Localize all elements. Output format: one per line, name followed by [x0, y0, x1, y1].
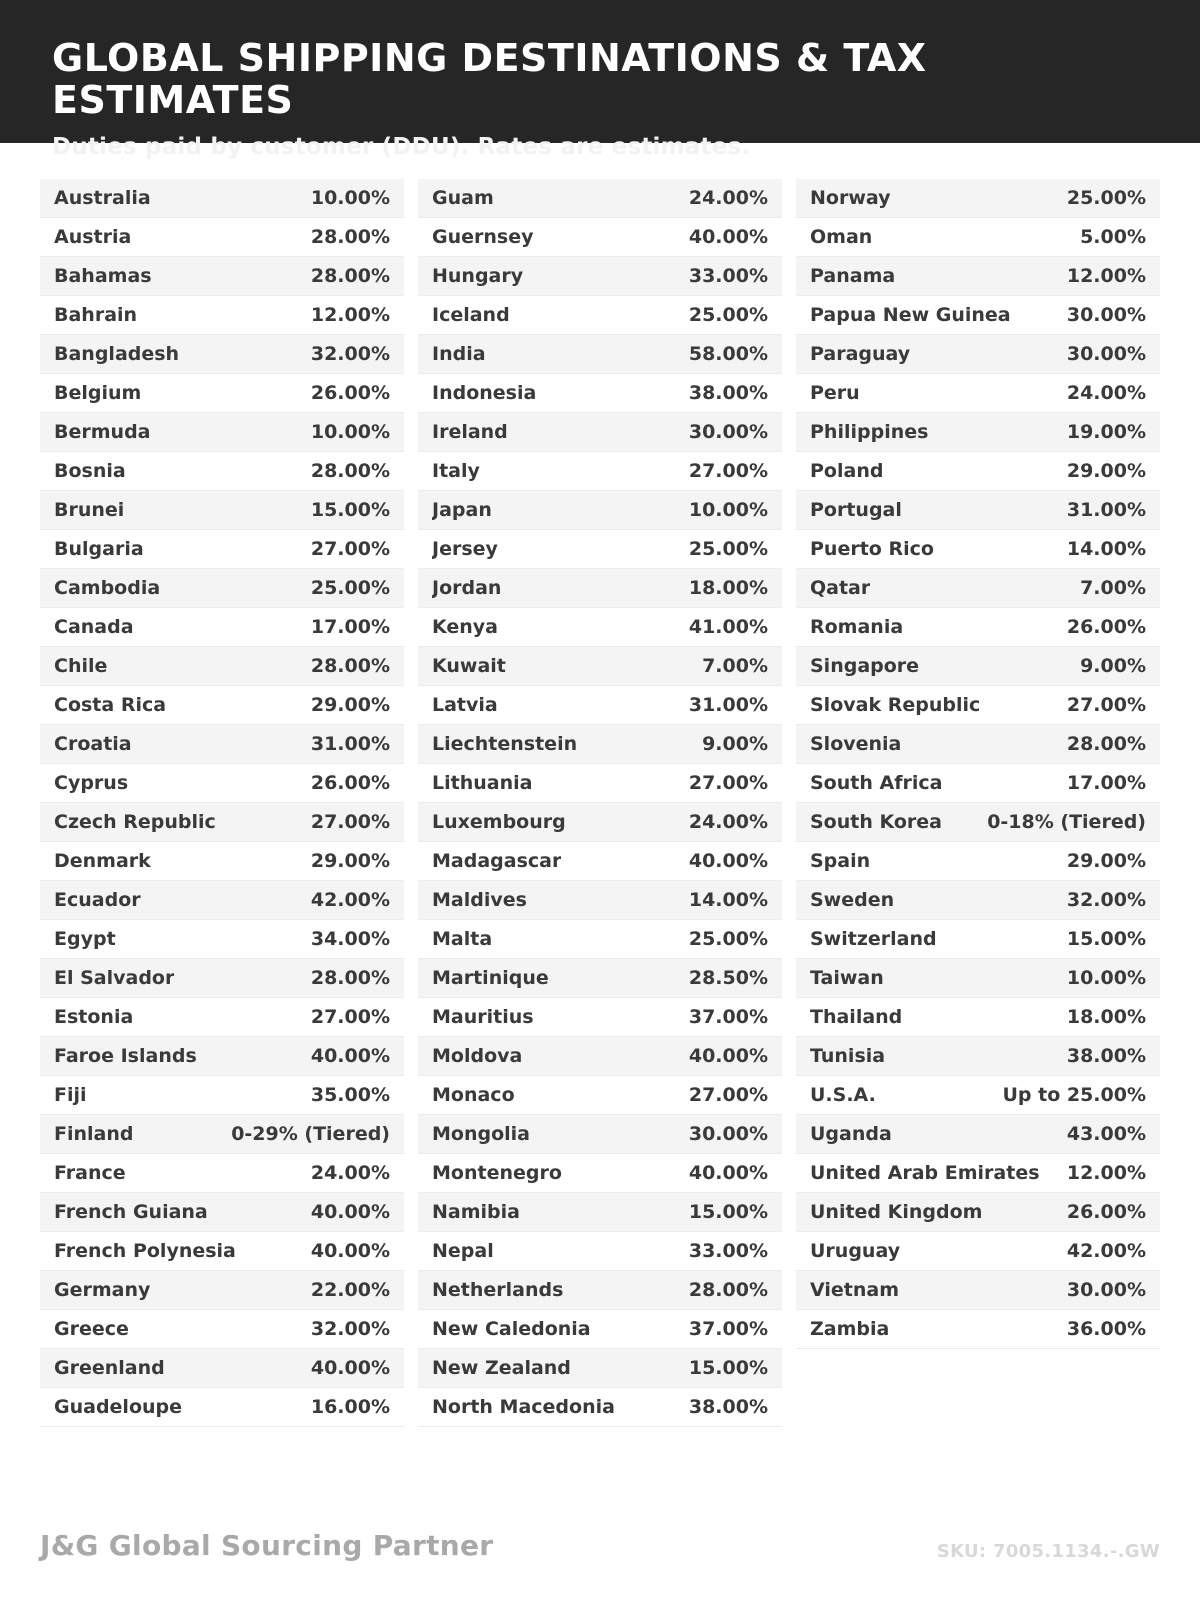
tax-rate: 33.00% [688, 1240, 768, 1262]
country-name: Thailand [810, 1006, 903, 1028]
tax-rate: 37.00% [688, 1006, 768, 1028]
tax-rate: 17.00% [310, 616, 390, 638]
tax-rate: 15.00% [688, 1201, 768, 1223]
table-row [418, 1115, 782, 1154]
country-name: Puerto Rico [810, 538, 934, 560]
country-name: Indonesia [432, 382, 537, 404]
country-name: Egypt [54, 928, 116, 950]
table-row [40, 1193, 404, 1232]
table-row [796, 1115, 1160, 1154]
country-name: Croatia [54, 733, 132, 755]
country-name: Ecuador [54, 889, 141, 911]
tax-rate: 29.00% [310, 850, 390, 872]
table-row [796, 803, 1160, 842]
country-name: Italy [432, 460, 480, 482]
tax-rate: 15.00% [1066, 928, 1146, 950]
table-row [796, 842, 1160, 881]
tax-rate: 19.00% [1066, 421, 1146, 443]
table-row [40, 1271, 404, 1310]
country-name: Maldives [432, 889, 527, 911]
country-name: South Korea [810, 811, 943, 833]
country-name: Slovak Republic [810, 694, 981, 716]
table-row [418, 881, 782, 920]
table-row [40, 881, 404, 920]
tax-rate: 24.00% [688, 187, 768, 209]
table-row [796, 491, 1160, 530]
table-row [40, 1076, 404, 1115]
country-name: Peru [810, 382, 860, 404]
table-row [418, 530, 782, 569]
tax-rate: 15.00% [310, 499, 390, 521]
country-name: Latvia [432, 694, 498, 716]
table-row [418, 569, 782, 608]
table-row [796, 296, 1160, 335]
country-name: Zambia [810, 1318, 890, 1340]
country-name: Kenya [432, 616, 499, 638]
country-name: Poland [810, 460, 884, 482]
tax-rate: 28.00% [310, 655, 390, 677]
country-name: Brunei [54, 499, 125, 521]
tax-rate: 9.00% [1080, 655, 1146, 677]
country-name: Austria [54, 226, 132, 248]
tax-rate: 38.00% [688, 382, 768, 404]
tax-rate: 40.00% [310, 1240, 390, 1262]
tax-rate: 25.00% [1066, 187, 1146, 209]
country-name: Liechtenstein [432, 733, 578, 755]
country-name: Mongolia [432, 1123, 530, 1145]
tax-rate: 38.00% [688, 1396, 768, 1418]
country-name: United Arab Emirates [810, 1162, 1040, 1184]
tax-rate: 28.00% [310, 226, 390, 248]
table-row [796, 335, 1160, 374]
table-row [418, 842, 782, 881]
country-name: Jersey [432, 538, 498, 560]
table-row [796, 725, 1160, 764]
tax-rate: 28.00% [310, 265, 390, 287]
country-name: Papua New Guinea [810, 304, 1011, 326]
tax-rate: 30.00% [1066, 1279, 1146, 1301]
country-name: Bahamas [54, 265, 152, 287]
tax-rate: 25.00% [688, 538, 768, 560]
country-name: Chile [54, 655, 108, 677]
table-row [40, 920, 404, 959]
country-name: Moldova [432, 1045, 523, 1067]
table-row [40, 686, 404, 725]
country-name: France [54, 1162, 126, 1184]
table-row [796, 179, 1160, 218]
tax-rate: 14.00% [688, 889, 768, 911]
country-name: Singapore [810, 655, 920, 677]
tax-rate: 14.00% [1066, 538, 1146, 560]
tax-rate: 42.00% [310, 889, 390, 911]
page-footer [0, 1529, 1200, 1562]
country-name: Fiji [54, 1084, 87, 1106]
country-name: French Guiana [54, 1201, 208, 1223]
country-name: Greenland [54, 1357, 165, 1379]
tax-rate: 24.00% [310, 1162, 390, 1184]
tax-rate: 36.00% [1066, 1318, 1146, 1340]
tax-rate: 30.00% [688, 1123, 768, 1145]
table-row [40, 335, 404, 374]
country-name: French Polynesia [54, 1240, 236, 1262]
country-name: Nepal [432, 1240, 494, 1262]
tax-rate: 40.00% [310, 1045, 390, 1067]
tax-rate: 17.00% [1066, 772, 1146, 794]
rates-column [796, 179, 1160, 1349]
tax-rate: 12.00% [1066, 265, 1146, 287]
country-name: Luxembourg [432, 811, 566, 833]
tax-rate: 40.00% [688, 226, 768, 248]
tax-rate: 16.00% [310, 1396, 390, 1418]
table-row [418, 179, 782, 218]
tax-rate: 10.00% [1066, 967, 1146, 989]
country-name: U.S.A. [810, 1084, 876, 1106]
rates-column [40, 179, 404, 1427]
table-row [796, 257, 1160, 296]
table-row [40, 257, 404, 296]
table-row [418, 647, 782, 686]
tax-rate: 26.00% [1066, 1201, 1146, 1223]
country-name: Malta [432, 928, 493, 950]
country-name: Oman [810, 226, 873, 248]
tax-rate: 10.00% [310, 421, 390, 443]
country-name: Namibia [432, 1201, 520, 1223]
table-row [40, 413, 404, 452]
tax-rate: 0-29% (Tiered) [231, 1123, 390, 1145]
country-name: Czech Republic [54, 811, 216, 833]
country-name: Germany [54, 1279, 151, 1301]
tax-rate: 26.00% [1066, 616, 1146, 638]
rates-grid [0, 143, 1200, 1427]
country-name: Denmark [54, 850, 151, 872]
tax-rate: 27.00% [310, 1006, 390, 1028]
table-row [40, 179, 404, 218]
table-row [40, 296, 404, 335]
table-row [796, 959, 1160, 998]
table-row [418, 335, 782, 374]
table-row [40, 374, 404, 413]
country-name: Kuwait [432, 655, 506, 677]
table-row [40, 218, 404, 257]
tax-rate: 5.00% [1080, 226, 1146, 248]
country-name: Martinique [432, 967, 549, 989]
table-row [796, 1232, 1160, 1271]
country-name: New Zealand [432, 1357, 571, 1379]
table-row [418, 1271, 782, 1310]
country-name: Monaco [432, 1084, 515, 1106]
table-row [796, 1037, 1160, 1076]
country-name: Bangladesh [54, 343, 180, 365]
tax-rate: 33.00% [688, 265, 768, 287]
country-name: Spain [810, 850, 871, 872]
table-row [418, 803, 782, 842]
table-row [418, 491, 782, 530]
table-row [40, 1349, 404, 1388]
table-row [40, 803, 404, 842]
tax-rate: 40.00% [688, 850, 768, 872]
tax-rate: 28.00% [688, 1279, 768, 1301]
tax-rate: 28.00% [310, 460, 390, 482]
table-row [418, 959, 782, 998]
tax-rate: 28.50% [688, 967, 768, 989]
tax-rate: 34.00% [310, 928, 390, 950]
table-row [418, 998, 782, 1037]
tax-rate: 25.00% [688, 928, 768, 950]
tax-rate: 27.00% [688, 460, 768, 482]
table-row [418, 374, 782, 413]
tax-rate: 27.00% [1066, 694, 1146, 716]
tax-rate: 31.00% [688, 694, 768, 716]
country-name: Qatar [810, 577, 871, 599]
table-row [40, 1037, 404, 1076]
table-row [796, 1310, 1160, 1349]
tax-rate: 40.00% [688, 1045, 768, 1067]
tax-rate: 15.00% [688, 1357, 768, 1379]
tax-rate: 29.00% [1066, 460, 1146, 482]
table-row [418, 218, 782, 257]
table-row [796, 218, 1160, 257]
table-row [418, 1388, 782, 1427]
country-name: Guernsey [432, 226, 534, 248]
table-row [418, 920, 782, 959]
tax-rate: 18.00% [1066, 1006, 1146, 1028]
tax-rate: 26.00% [310, 772, 390, 794]
table-row [418, 1037, 782, 1076]
tax-rate: 29.00% [310, 694, 390, 716]
table-row [418, 686, 782, 725]
country-name: Finland [54, 1123, 134, 1145]
tax-rate: 27.00% [688, 1084, 768, 1106]
country-name: Jordan [432, 577, 502, 599]
tax-rate: 25.00% [310, 577, 390, 599]
country-name: India [432, 343, 486, 365]
country-name: United Kingdom [810, 1201, 983, 1223]
tax-rate: 32.00% [310, 1318, 390, 1340]
table-row [796, 686, 1160, 725]
country-name: Norway [810, 187, 891, 209]
country-name: Australia [54, 187, 151, 209]
tax-rate: 41.00% [688, 616, 768, 638]
country-name: Bosnia [54, 460, 126, 482]
table-row [40, 452, 404, 491]
table-row [418, 1349, 782, 1388]
page-subtitle: Duties paid by customer (DDU). Rates are estimates. [52, 133, 751, 160]
country-name: Iceland [432, 304, 510, 326]
country-name: Sweden [810, 889, 895, 911]
country-name: Guadeloupe [54, 1396, 183, 1418]
table-row [418, 257, 782, 296]
country-name: Costa Rica [54, 694, 167, 716]
tax-rate: 27.00% [310, 811, 390, 833]
country-name: Paraguay [810, 343, 911, 365]
tax-rate: 58.00% [688, 343, 768, 365]
country-name: Taiwan [810, 967, 884, 989]
rates-column [418, 179, 782, 1427]
country-name: Netherlands [432, 1279, 564, 1301]
table-row [418, 764, 782, 803]
table-row [796, 881, 1160, 920]
table-row [40, 569, 404, 608]
table-row [40, 725, 404, 764]
country-name: Lithuania [432, 772, 533, 794]
table-row [796, 530, 1160, 569]
tax-rate: 38.00% [1066, 1045, 1146, 1067]
table-row [40, 647, 404, 686]
country-name: Japan [432, 499, 492, 521]
table-row [796, 569, 1160, 608]
table-row [418, 452, 782, 491]
tax-rate: 35.00% [310, 1084, 390, 1106]
table-row [796, 647, 1160, 686]
country-name: South Africa [810, 772, 943, 794]
table-row [40, 491, 404, 530]
country-name: Bermuda [54, 421, 151, 443]
table-row [418, 413, 782, 452]
tax-rate: 24.00% [1066, 382, 1146, 404]
page-title: GLOBAL SHIPPING DESTINATIONS & TAX ESTIMATES [52, 36, 927, 122]
table-row [418, 296, 782, 335]
tax-rate: 22.00% [310, 1279, 390, 1301]
tax-rate: 7.00% [1080, 577, 1146, 599]
table-row [418, 725, 782, 764]
tax-rate: 27.00% [688, 772, 768, 794]
tax-rate: 10.00% [310, 187, 390, 209]
table-row [796, 1154, 1160, 1193]
table-row [40, 959, 404, 998]
table-row [796, 1193, 1160, 1232]
table-row [796, 764, 1160, 803]
table-row [40, 764, 404, 803]
tax-rate: 31.00% [1066, 499, 1146, 521]
country-name: Slovenia [810, 733, 902, 755]
table-row [40, 530, 404, 569]
table-row [418, 1310, 782, 1349]
country-name: North Macedonia [432, 1396, 615, 1418]
table-row [796, 1271, 1160, 1310]
country-name: Greece [54, 1318, 129, 1340]
country-name: Bulgaria [54, 538, 144, 560]
table-row [40, 1310, 404, 1349]
table-row [796, 920, 1160, 959]
tax-rate: 40.00% [688, 1162, 768, 1184]
country-name: Madagascar [432, 850, 562, 872]
country-name: Montenegro [432, 1162, 562, 1184]
tax-rate: 29.00% [1066, 850, 1146, 872]
tax-rate: 43.00% [1066, 1123, 1146, 1145]
country-name: Cyprus [54, 772, 129, 794]
country-name: Tunisia [810, 1045, 886, 1067]
tax-rate: 30.00% [1066, 304, 1146, 326]
tax-rate: 24.00% [688, 811, 768, 833]
table-row [418, 1076, 782, 1115]
tax-rate: 32.00% [1066, 889, 1146, 911]
country-name: Mauritius [432, 1006, 534, 1028]
tax-rate: Up to 25.00% [1002, 1084, 1146, 1106]
tax-rate: 32.00% [310, 343, 390, 365]
table-row [796, 413, 1160, 452]
tax-rate: 18.00% [688, 577, 768, 599]
tax-rate: 28.00% [310, 967, 390, 989]
tax-rate: 12.00% [310, 304, 390, 326]
tax-rate: 27.00% [310, 538, 390, 560]
country-name: New Caledonia [432, 1318, 591, 1340]
country-name: Vietnam [810, 1279, 899, 1301]
country-name: Estonia [54, 1006, 134, 1028]
country-name: Ireland [432, 421, 508, 443]
country-name: Canada [54, 616, 134, 638]
table-row [418, 1154, 782, 1193]
table-row [40, 1154, 404, 1193]
page-header [0, 0, 1200, 160]
table-row [796, 374, 1160, 413]
tax-rate: 30.00% [1066, 343, 1146, 365]
table-row [40, 1232, 404, 1271]
country-name: Cambodia [54, 577, 161, 599]
country-name: Philippines [810, 421, 929, 443]
table-row [796, 998, 1160, 1037]
table-row [418, 608, 782, 647]
table-row [40, 1115, 404, 1154]
sku-label: SKU: 7005.1134.-.GW [936, 1541, 1160, 1562]
table-row [418, 1193, 782, 1232]
tax-rate: 28.00% [1066, 733, 1146, 755]
table-row [796, 452, 1160, 491]
tax-rate: 12.00% [1066, 1162, 1146, 1184]
country-name: Uruguay [810, 1240, 901, 1262]
tax-rate: 26.00% [310, 382, 390, 404]
table-row [796, 1076, 1160, 1115]
tax-rate: 30.00% [688, 421, 768, 443]
country-name: Portugal [810, 499, 902, 521]
country-name: Faroe Islands [54, 1045, 197, 1067]
table-row [40, 842, 404, 881]
country-name: Uganda [810, 1123, 892, 1145]
tax-rate: 42.00% [1066, 1240, 1146, 1262]
brand-name: J&G Global Sourcing Partner [40, 1529, 494, 1562]
table-row [40, 1388, 404, 1427]
tax-rate: 10.00% [688, 499, 768, 521]
country-name: Belgium [54, 382, 142, 404]
tax-rate: 25.00% [688, 304, 768, 326]
country-name: Guam [432, 187, 494, 209]
table-row [40, 998, 404, 1037]
table-row [418, 1232, 782, 1271]
tax-rate: 40.00% [310, 1201, 390, 1223]
table-row [796, 608, 1160, 647]
tax-rate: 37.00% [688, 1318, 768, 1340]
country-name: Hungary [432, 265, 524, 287]
tax-rate: 40.00% [310, 1357, 390, 1379]
country-name: Switzerland [810, 928, 937, 950]
country-name: Bahrain [54, 304, 138, 326]
country-name: Romania [810, 616, 904, 638]
tax-rate: 31.00% [310, 733, 390, 755]
country-name: El Salvador [54, 967, 175, 989]
tax-rate: 0-18% (Tiered) [987, 811, 1146, 833]
tax-rate: 9.00% [702, 733, 768, 755]
table-row [40, 608, 404, 647]
tax-rate: 7.00% [702, 655, 768, 677]
country-name: Panama [810, 265, 896, 287]
